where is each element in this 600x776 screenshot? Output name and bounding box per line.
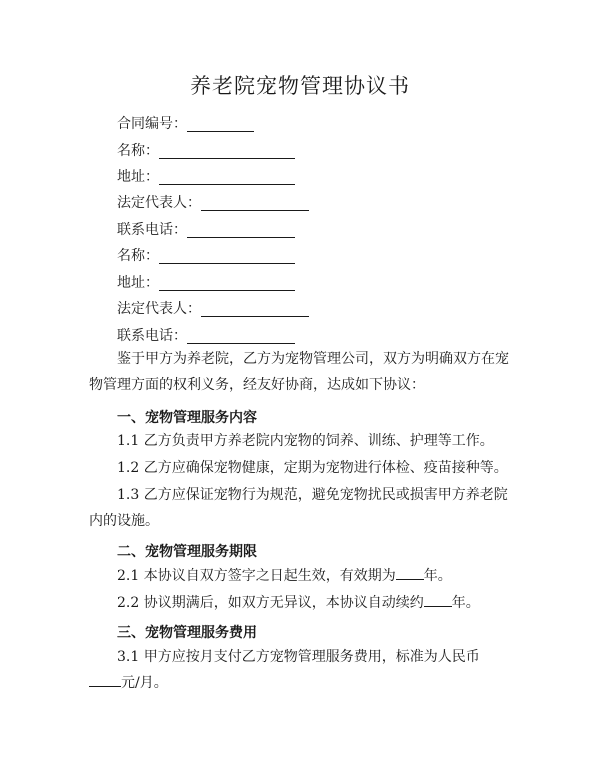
field-party-b-address xyxy=(117,275,295,291)
field-party-b-representative xyxy=(117,301,309,317)
section-heading-2: 二、宠物管理服务期限 xyxy=(117,544,257,560)
field-blank xyxy=(159,277,295,291)
field-party-a-address xyxy=(117,169,295,185)
clause-1-1: 1.1 乙方负责甲方养老院内宠物的饲养、训练、护理等工作。 xyxy=(117,433,494,449)
clause-blank xyxy=(424,593,452,607)
section-heading-1: 一、宠物管理服务内容 xyxy=(117,410,257,426)
clause-text: 年。 xyxy=(451,595,480,611)
clause-text: 3.1 甲方应按月支付乙方宠物管理服务费用，标准为人民币 xyxy=(117,649,480,665)
field-label: 合同编号： xyxy=(117,116,187,132)
field-label: 地址： xyxy=(117,169,159,185)
field-party-b-phone xyxy=(117,328,295,344)
field-party-a-representative xyxy=(117,195,309,211)
clause-text: 年。 xyxy=(423,568,452,584)
field-blank xyxy=(201,303,309,317)
clause-text: 2.1 本协议自双方签字之日起生效，有效期为 xyxy=(117,568,396,584)
field-blank xyxy=(187,330,295,344)
clause-2-2 xyxy=(89,590,509,616)
field-label: 名称： xyxy=(117,248,159,264)
field-party-a-phone xyxy=(117,222,295,238)
clause-1-2: 1.2 乙方应确保宠物健康，定期为宠物进行体检、疫苗接种等。 xyxy=(117,460,508,476)
field-blank xyxy=(187,224,295,238)
clause-2-1 xyxy=(89,563,509,589)
field-party-b-name xyxy=(117,248,295,264)
clause-blank xyxy=(396,566,424,580)
field-blank xyxy=(201,197,309,211)
clause-1-3: 1.3 乙方应保证宠物行为规范，避免宠物扰民或损害甲方养老院内的设施。 xyxy=(89,487,508,529)
clause-text: 元/月。 xyxy=(121,675,168,691)
field-party-a-name xyxy=(117,143,295,159)
intro-paragraph: 鉴于甲方为养老院，乙方为宠物管理公司，双方为明确双方在宠物管理方面的权利义务，经友好协商，达成如下协议： xyxy=(89,351,509,393)
field-blank xyxy=(187,118,254,132)
field-label: 法定代表人： xyxy=(117,195,201,211)
field-label: 联系电话： xyxy=(117,328,187,344)
field-blank xyxy=(159,171,295,185)
field-label: 联系电话： xyxy=(117,222,187,238)
clause-blank xyxy=(89,673,121,687)
section-heading-3: 三、宠物管理服务费用 xyxy=(117,625,257,641)
field-blank xyxy=(159,250,295,264)
field-label: 地址： xyxy=(117,275,159,291)
field-label: 法定代表人： xyxy=(117,301,201,317)
clause-text: 2.2 协议期满后，如双方无异议，本协议自动续约 xyxy=(117,595,424,611)
clause-3-1 xyxy=(89,644,509,696)
field-contract-number xyxy=(117,116,254,132)
field-label: 名称： xyxy=(117,143,159,159)
document-title: 养老院宠物管理协议书 xyxy=(190,74,410,98)
field-blank xyxy=(159,145,295,159)
